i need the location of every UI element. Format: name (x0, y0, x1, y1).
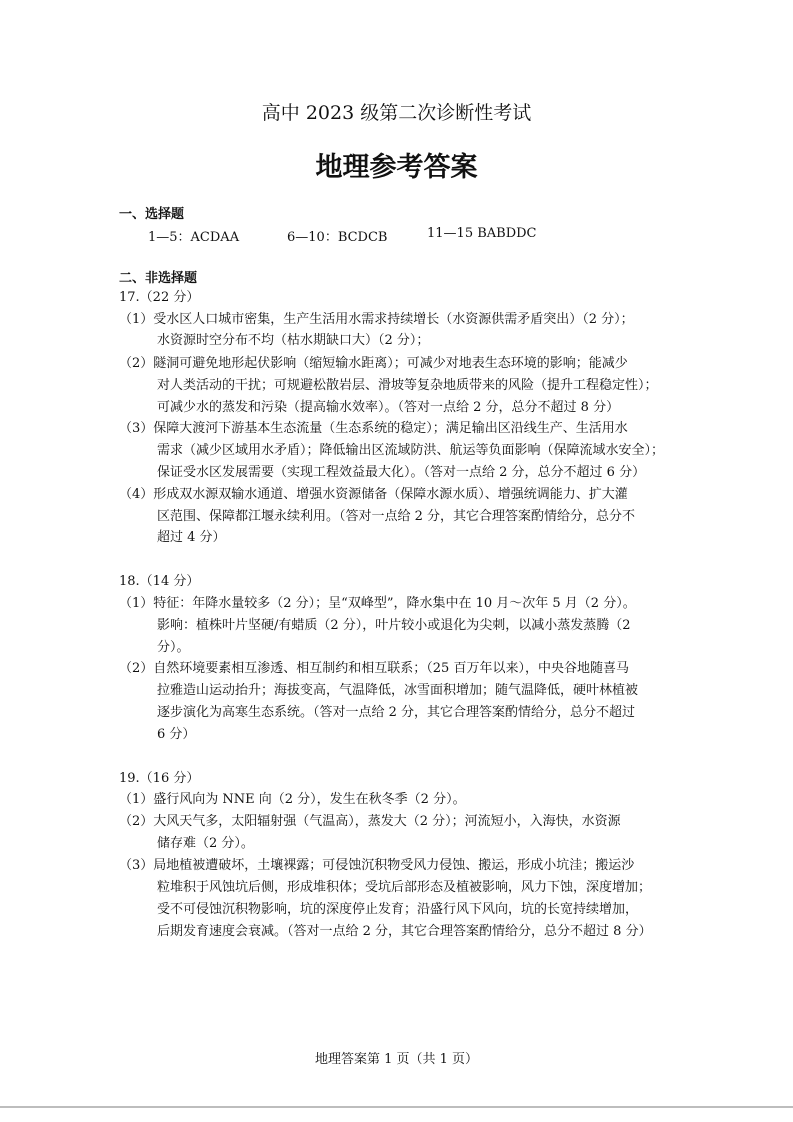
page-footer: 地理答案第 1 页（共 1 页） (314, 1052, 479, 1067)
exam-title: 高中 2023 级第二次诊断性考试 (261, 102, 532, 124)
q17-line: （3）保障大渡河下游基本生态流量（生态系统的稳定）；满足输出区沿线生产、生活用水 (119, 421, 628, 436)
mcq-answers-1-5: 1—5：ACDAA (148, 230, 240, 245)
q17-line: 水资源时空分布不均（枯水期缺口大）（2 分）； (157, 333, 430, 348)
q17-line: 可减少水的蒸发和污染（提高输水效率）。（答对一点给 2 分，总分不超过 8 分） (157, 400, 620, 415)
section-nonchoice-heading: 二、非选择题 (119, 271, 198, 286)
q17-line: （1）受水区人口城市密集，生产生活用水需求持续增长（水资源供需矛盾突出）（2 分）； (119, 312, 634, 327)
subject-title: 地理参考答案 (315, 152, 478, 183)
q19-line: （2）大风天气多，太阳辐射强（气温高），蒸发大（2 分）；河流短小，入海快，水资源 (119, 814, 621, 829)
q18-line: （2）自然环境要素相互渗透、相互制约和相互联系；（25 百万年以来），中央谷地随喜马 (119, 661, 629, 676)
q18-line: 6 分） (157, 727, 196, 742)
q17-line: （2）隧洞可避免地形起伏影响（缩短输水距离）；可减少对地表生态环境的影响；能减少 (119, 356, 628, 371)
q17-line: 保证受水区发展需要（实现工程效益最大化）。（答对一点给 2 分，总分不超过 6 分） (157, 465, 646, 480)
q18-heading: 18.（14 分） (119, 574, 200, 589)
q18-line: （1）特征：年降水量较多（2 分）；呈“双峰型”，降水集中在 10 月～次年 5 月（2 分）。 (119, 596, 636, 611)
q18-line: 分）。 (157, 640, 190, 655)
q17-line: 需求（减少区域用水矛盾）；降低输出区流域防洪、航运等负面影响（保障流域水安全）； (157, 443, 665, 458)
q19-line: 粒堆积于风蚀坑后侧，形成堆积体；受坑后部形态及植被影响，风力下蚀，深度增加； (157, 880, 652, 895)
q19-line: 后期发育速度会衰减。（答对一点给 2 分，其它合理答案酌情给分，总分不超过 8 分） (157, 924, 652, 939)
q19-line: 储存难（2 分）。 (157, 836, 254, 851)
bottom-divider (0, 1106, 793, 1108)
q17-line: 区范围、保障都江堰永续利用。（答对一点给 2 分，其它合理答案酌情给分，总分不 (157, 509, 636, 524)
q17-line: （4）形成双水源双输水通道、增强水资源储备（保障水源水质）、增强统调能力、扩大灌 (119, 487, 628, 502)
q18-line: 影响：植株叶片坚硬/有蜡质（2 分），叶片较小或退化为尖刺，以减小蒸发蒸腾（2 (157, 618, 631, 633)
q19-line: 受不可侵蚀沉积物影响，坑的深度停止发育；沿盛行风下风向，坑的长宽持续增加， (157, 902, 639, 917)
mcq-answers-11-15: 11—15 BABDDC (427, 226, 537, 241)
q18-line: 拉雅造山运动抬升；海拔变高，气温降低，冰雪面积增加；随气温降低，硬叶林植被 (157, 683, 639, 698)
q17-line: 对人类活动的干扰；可规避松散岩层、滑坡等复杂地质带来的风险（提升工程稳定性）； (157, 378, 658, 393)
q18-line: 逐步演化为高寒生态系统。（答对一点给 2 分，其它合理答案酌情给分，总分不超过 (157, 705, 636, 720)
q17-heading: 17.（22 分） (119, 290, 200, 305)
section-choice-heading: 一、选择题 (119, 207, 185, 222)
mcq-answers-6-10: 6—10：BCDCB (287, 230, 388, 245)
q19-line: （3）局地植被遭破坏，土壤裸露；可侵蚀沉积物受风力侵蚀、搬运，形成小坑洼；搬运沙 (119, 858, 635, 873)
q19-line: （1）盛行风向为 NNE 向（2 分），发生在秋冬季（2 分）。 (119, 792, 466, 807)
q19-heading: 19.（16 分） (119, 771, 200, 786)
q17-line: 超过 4 分） (157, 530, 226, 545)
